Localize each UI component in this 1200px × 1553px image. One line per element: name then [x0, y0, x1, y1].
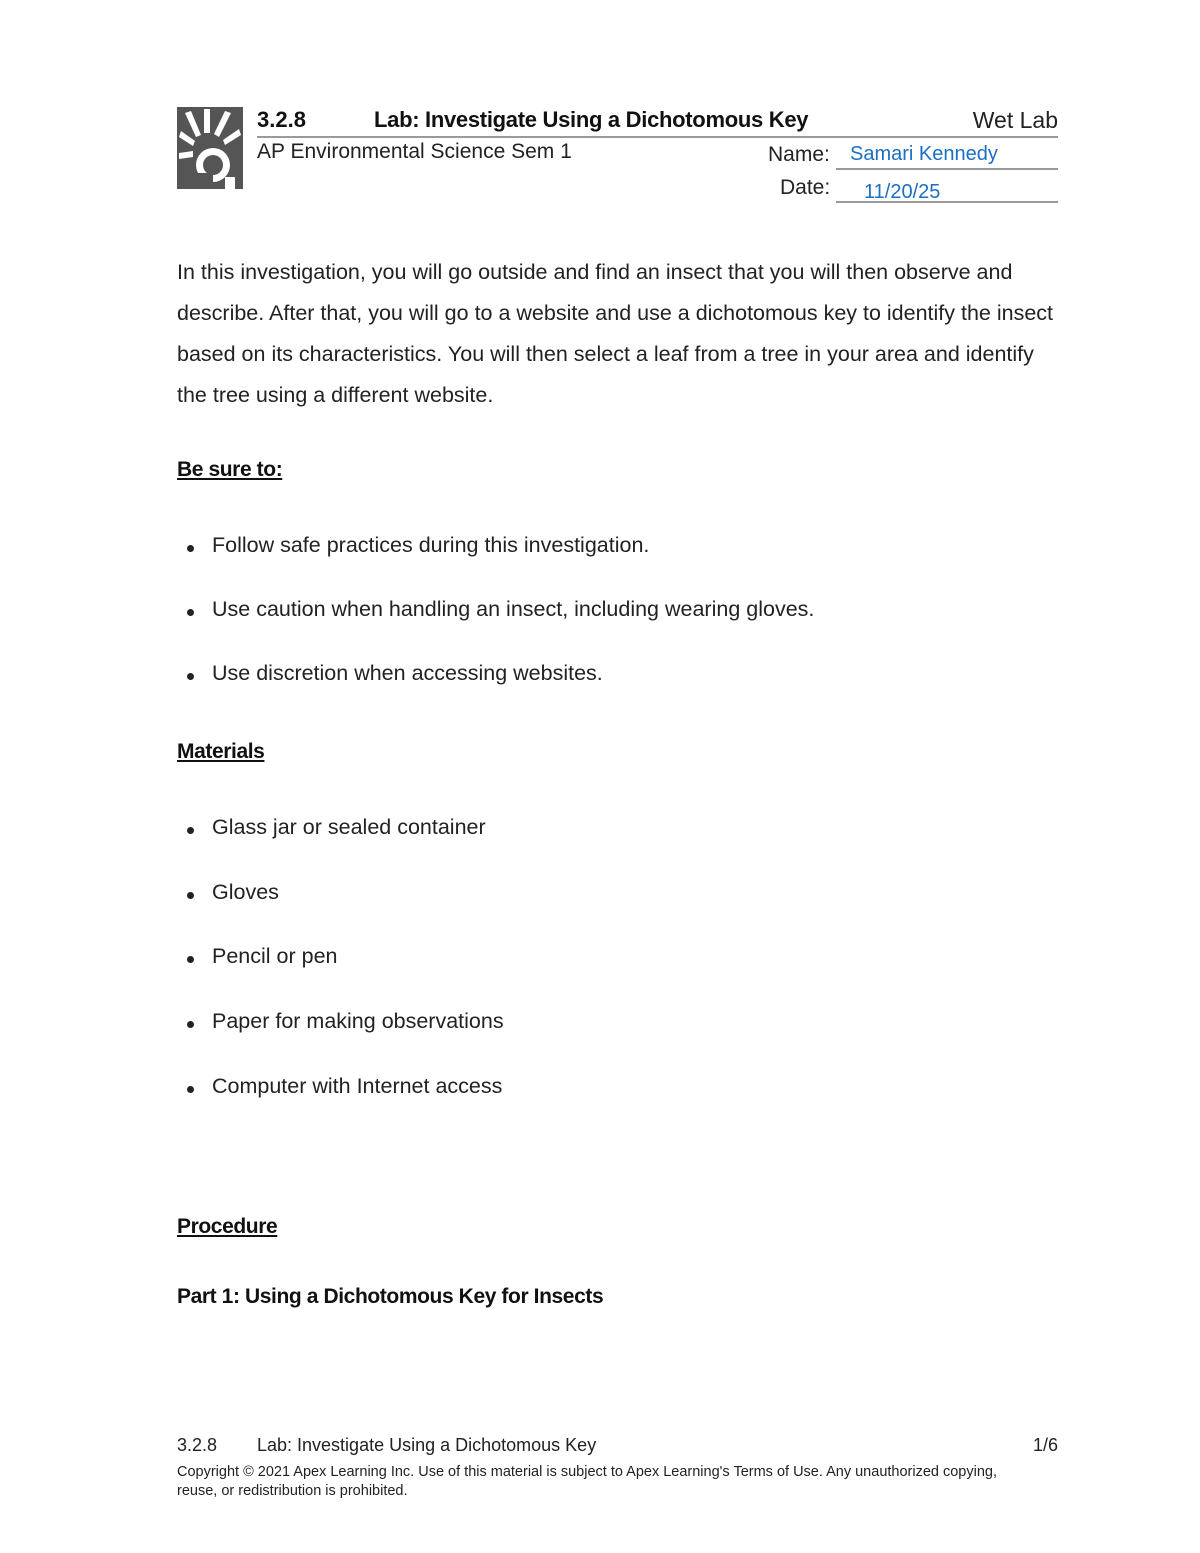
name-label: Name:	[768, 143, 830, 166]
course-name: AP Environmental Science Sem 1	[257, 140, 572, 163]
list-item-text: Computer with Internet access	[212, 1074, 503, 1098]
materials-heading: Materials	[177, 740, 265, 763]
lab-title: Lab: Investigate Using a Dichotomous Key	[374, 107, 809, 132]
lab-type: Wet Lab	[972, 107, 1058, 133]
bullet-icon	[187, 827, 194, 834]
be-sure-heading: Be sure to:	[177, 458, 283, 481]
bullet-icon	[187, 956, 194, 963]
footer-title: Lab: Investigate Using a Dichotomous Key	[257, 1435, 597, 1455]
date-field[interactable]: 11/20/25	[864, 181, 941, 203]
intro-paragraph: In this investigation, you will go outside and find an insect that you will then observe and describe. After that, you will go to a website and use a dichotomous key to identify the insect based on its characteristics. You will then select a leaf from a tree in your area and identify the tree using a different website.	[177, 260, 1054, 407]
bullet-icon	[187, 609, 194, 616]
part1-heading: Part 1: Using a Dichotomous Key for Insects	[177, 1285, 604, 1308]
date-field-underline	[836, 201, 1058, 203]
list-item-text: Pencil or pen	[212, 944, 338, 968]
bullet-icon	[187, 1086, 194, 1093]
copyright-notice: Copyright © 2021 Apex Learning Inc. Use of this material is subject to Apex Learning's Terms of Use. Any unauthorized copying, reuse, or redistribution is prohibited.	[177, 1464, 998, 1499]
bullet-icon	[187, 545, 194, 552]
list-item-text: Use discretion when accessing websites.	[212, 661, 603, 685]
name-field[interactable]: Samari Kennedy	[850, 143, 998, 165]
list-item-text: Glass jar or sealed container	[212, 815, 486, 839]
section-number: 3.2.8	[257, 107, 306, 132]
name-field-underline	[836, 168, 1058, 170]
footer-section-number: 3.2.8	[177, 1435, 218, 1455]
apex-learning-logo-icon	[177, 107, 243, 189]
list-item-text: Follow safe practices during this investigation.	[212, 533, 650, 557]
page-number: 1/6	[1032, 1435, 1058, 1455]
date-label: Date:	[780, 176, 831, 199]
list-item-text: Use caution when handling an insect, including wearing gloves.	[212, 597, 815, 621]
list-item-text: Gloves	[212, 880, 279, 904]
procedure-heading: Procedure	[177, 1215, 278, 1238]
bullet-icon	[187, 892, 194, 899]
list-item-text: Paper for making observations	[212, 1009, 504, 1033]
bullet-icon	[187, 1021, 194, 1028]
title-underline	[257, 136, 1058, 138]
bullet-icon	[187, 673, 194, 680]
